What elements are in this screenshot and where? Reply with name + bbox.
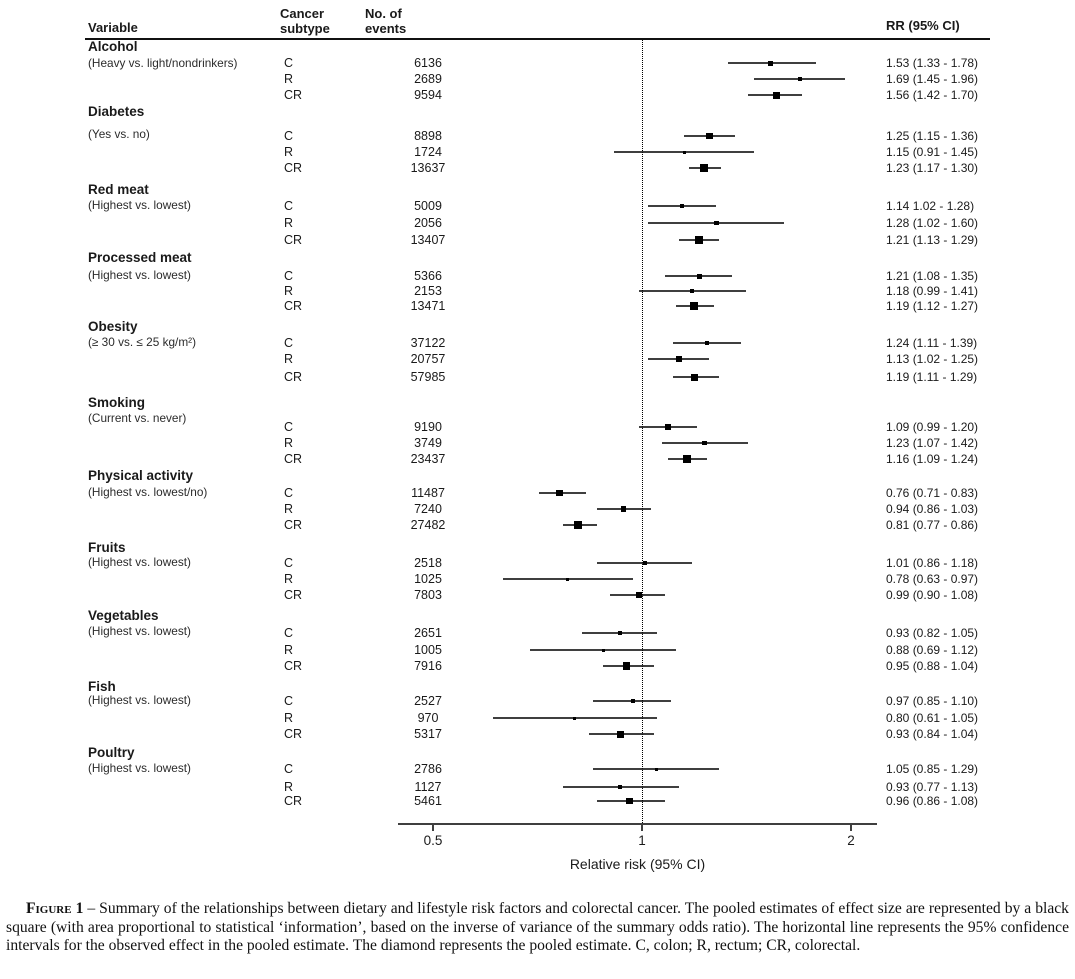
effect-size-square bbox=[706, 133, 713, 140]
group-qualifier: (Heavy vs. light/nondrinkers) bbox=[88, 56, 238, 70]
reference-line bbox=[642, 40, 643, 823]
x-axis-tick bbox=[850, 824, 851, 831]
row-rr-ci-value: 0.95 (0.88 - 1.04) bbox=[886, 659, 979, 673]
group-title: Smoking bbox=[88, 395, 146, 410]
row-rr-ci-value: 1.14 1.02 - 1.28) bbox=[886, 199, 975, 213]
row-rr-ci-value: 1.23 (1.17 - 1.30) bbox=[886, 161, 979, 175]
row-rr-ci-value: 0.81 (0.77 - 0.86) bbox=[886, 518, 979, 532]
row-events-value: 9594 bbox=[414, 88, 442, 102]
row-events-value: 3749 bbox=[414, 436, 442, 450]
effect-size-square bbox=[680, 204, 684, 208]
row-rr-ci-value: 1.23 (1.07 - 1.42) bbox=[886, 436, 979, 450]
row-rr-ci-value: 1.13 (1.02 - 1.25) bbox=[886, 352, 979, 366]
row-events-value: 7803 bbox=[414, 588, 442, 602]
effect-size-square bbox=[617, 731, 624, 738]
row-events-value: 2153 bbox=[414, 284, 442, 298]
row-rr-ci-value: 1.19 (1.12 - 1.27) bbox=[886, 299, 979, 313]
row-subtype-label: C bbox=[284, 199, 294, 213]
row-subtype-label: CR bbox=[284, 88, 303, 102]
effect-size-square bbox=[574, 521, 582, 529]
row-rr-ci-value: 0.99 (0.90 - 1.08) bbox=[886, 588, 979, 602]
row-rr-ci-value: 0.93 (0.84 - 1.04) bbox=[886, 727, 979, 741]
row-subtype-label: C bbox=[284, 269, 294, 283]
row-subtype-label: CR bbox=[284, 299, 303, 313]
effect-size-square bbox=[697, 274, 702, 279]
row-rr-ci-value: 0.78 (0.63 - 0.97) bbox=[886, 572, 979, 586]
row-subtype-label: R bbox=[284, 436, 294, 450]
row-subtype-label: C bbox=[284, 420, 294, 434]
row-subtype-label: CR bbox=[284, 794, 303, 808]
row-rr-ci-value: 0.93 (0.82 - 1.05) bbox=[886, 626, 979, 640]
row-events-value: 1724 bbox=[414, 145, 442, 159]
row-rr-ci-value: 0.97 (0.85 - 1.10) bbox=[886, 694, 979, 708]
row-rr-ci-value: 1.18 (0.99 - 1.41) bbox=[886, 284, 979, 298]
row-events-value: 1127 bbox=[414, 780, 442, 794]
row-events-value: 1025 bbox=[414, 572, 442, 586]
row-rr-ci-value: 1.16 (1.09 - 1.24) bbox=[886, 452, 979, 466]
group-title: Poultry bbox=[88, 745, 135, 760]
row-events-value: 7916 bbox=[414, 659, 442, 673]
row-subtype-label: R bbox=[284, 145, 294, 159]
row-events-value: 2651 bbox=[414, 626, 442, 640]
row-events-value: 5461 bbox=[414, 794, 442, 808]
row-subtype-label: C bbox=[284, 556, 294, 570]
group-title: Diabetes bbox=[88, 104, 145, 119]
x-axis-tick bbox=[432, 824, 433, 831]
row-subtype-label: C bbox=[284, 486, 294, 500]
row-subtype-label: CR bbox=[284, 518, 303, 532]
group-title: Processed meat bbox=[88, 250, 192, 265]
col-header-cancer-subtype-line2: subtype bbox=[280, 20, 330, 36]
group-title: Vegetables bbox=[88, 608, 159, 623]
row-events-value: 57985 bbox=[410, 370, 446, 384]
effect-size-square bbox=[683, 151, 686, 154]
row-subtype-label: C bbox=[284, 762, 294, 776]
row-events-value: 2518 bbox=[414, 556, 442, 570]
row-rr-ci-value: 0.96 (0.86 - 1.08) bbox=[886, 794, 979, 808]
row-rr-ci-value: 1.21 (1.13 - 1.29) bbox=[886, 233, 979, 247]
effect-size-square bbox=[773, 92, 780, 99]
row-events-value: 37122 bbox=[410, 336, 446, 350]
row-events-value: 20757 bbox=[410, 352, 446, 366]
group-title: Obesity bbox=[88, 319, 138, 334]
x-axis-tick-label: 2 bbox=[847, 833, 855, 848]
col-header-cancer-subtype-line1: Cancer bbox=[280, 6, 325, 21]
row-events-value: 2689 bbox=[414, 72, 442, 86]
row-subtype-label: R bbox=[284, 352, 294, 366]
effect-size-square bbox=[702, 441, 707, 446]
row-events-value: 2527 bbox=[414, 694, 442, 708]
group-title: Fish bbox=[88, 679, 116, 694]
row-subtype-label: CR bbox=[284, 233, 303, 247]
row-events-value: 27482 bbox=[410, 518, 446, 532]
row-subtype-label: CR bbox=[284, 659, 303, 673]
effect-size-square bbox=[566, 578, 569, 581]
row-events-value: 9190 bbox=[414, 420, 442, 434]
figure-caption-text: – Summary of the relationships between dietary and lifestyle risk factors and colorectal cancer. The pooled estimates of effect size are represented by a black square (with area proportional to statistical ‘information’, based on the inverse of variance of the summary odds ratio). The horizontal line represents the 95% confidence intervals for the observed effect in the pooled estimate. The diamond represents the pooled estimate. C, colon; R, rectum; CR, colorectal. bbox=[6, 900, 1069, 955]
row-rr-ci-value: 1.25 (1.15 - 1.36) bbox=[886, 129, 979, 143]
effect-size-square bbox=[626, 798, 633, 805]
group-title: Physical activity bbox=[88, 468, 194, 483]
row-subtype-label: C bbox=[284, 694, 294, 708]
figure-caption bbox=[6, 900, 1069, 956]
effect-size-square bbox=[556, 490, 563, 497]
row-events-value: 5317 bbox=[414, 727, 442, 741]
col-header-no-of-events-line2: events bbox=[365, 20, 407, 36]
row-subtype-label: R bbox=[284, 284, 294, 298]
row-events-value: 13407 bbox=[410, 233, 446, 247]
effect-size-square bbox=[573, 717, 576, 720]
effect-size-square bbox=[618, 785, 622, 789]
effect-size-square bbox=[768, 61, 773, 66]
row-subtype-label: CR bbox=[284, 452, 303, 466]
row-subtype-label: CR bbox=[284, 588, 303, 602]
row-rr-ci-value: 0.88 (0.69 - 1.12) bbox=[886, 643, 979, 657]
row-rr-ci-value: 1.28 (1.02 - 1.60) bbox=[886, 216, 979, 230]
group-qualifier: (Highest vs. lowest) bbox=[88, 761, 191, 775]
effect-size-square bbox=[676, 356, 682, 362]
row-events-value: 1005 bbox=[414, 643, 442, 657]
x-axis-tick bbox=[641, 824, 642, 831]
col-header-rr-ci: RR (95% CI) bbox=[886, 18, 960, 33]
row-subtype-label: C bbox=[284, 336, 294, 350]
row-events-value: 11487 bbox=[411, 486, 445, 500]
row-events-value: 8898 bbox=[414, 129, 442, 143]
x-axis-tick-label: 0.5 bbox=[423, 833, 443, 848]
effect-size-square bbox=[643, 561, 647, 565]
row-events-value: 13471 bbox=[410, 299, 446, 313]
row-subtype-label: CR bbox=[284, 161, 303, 175]
effect-size-square bbox=[700, 164, 708, 172]
row-rr-ci-value: 1.69 (1.45 - 1.96) bbox=[886, 72, 979, 86]
group-qualifier: (Highest vs. lowest) bbox=[88, 268, 191, 282]
effect-size-square bbox=[690, 289, 694, 293]
row-events-value: 970 bbox=[417, 711, 439, 725]
row-rr-ci-value: 0.94 (0.86 - 1.03) bbox=[886, 502, 979, 516]
effect-size-square bbox=[655, 768, 658, 771]
group-qualifier: (Highest vs. lowest) bbox=[88, 198, 191, 212]
row-subtype-label: R bbox=[284, 780, 294, 794]
row-rr-ci-value: 0.76 (0.71 - 0.83) bbox=[886, 486, 979, 500]
effect-size-square bbox=[798, 77, 802, 81]
figure-caption-label: Figure 1 bbox=[26, 900, 84, 917]
effect-size-square bbox=[690, 302, 698, 310]
row-subtype-label: R bbox=[284, 711, 294, 725]
col-header-no-of-events-line1: No. of bbox=[365, 6, 402, 21]
effect-size-square bbox=[705, 341, 710, 346]
row-rr-ci-value: 1.56 (1.42 - 1.70) bbox=[886, 88, 979, 102]
col-header-variable: Variable bbox=[88, 20, 138, 35]
row-rr-ci-value: 0.93 (0.77 - 1.13) bbox=[886, 780, 979, 794]
row-rr-ci-value: 1.21 (1.08 - 1.35) bbox=[886, 269, 979, 283]
effect-size-square bbox=[665, 424, 672, 431]
row-events-value: 5366 bbox=[414, 269, 442, 283]
row-rr-ci-value: 1.15 (0.91 - 1.45) bbox=[886, 145, 979, 159]
row-events-value: 2786 bbox=[414, 762, 442, 776]
row-rr-ci-value: 1.24 (1.11 - 1.39) bbox=[886, 336, 978, 350]
effect-size-square bbox=[683, 455, 691, 463]
group-qualifier: (Highest vs. lowest) bbox=[88, 624, 191, 638]
group-title: Red meat bbox=[88, 182, 149, 197]
effect-size-square bbox=[602, 649, 605, 652]
row-rr-ci-value: 1.01 (0.86 - 1.18) bbox=[886, 556, 979, 570]
x-axis-line bbox=[398, 823, 877, 825]
effect-size-square bbox=[695, 236, 703, 244]
effect-size-square bbox=[621, 506, 627, 512]
row-rr-ci-value: 1.53 (1.33 - 1.78) bbox=[886, 56, 979, 70]
group-qualifier: (Highest vs. lowest) bbox=[88, 693, 191, 707]
row-events-value: 7240 bbox=[414, 502, 442, 516]
row-subtype-label: R bbox=[284, 643, 294, 657]
effect-size-square bbox=[714, 221, 719, 226]
row-subtype-label: R bbox=[284, 72, 294, 86]
row-events-value: 6136 bbox=[414, 56, 442, 70]
row-subtype-label: R bbox=[284, 216, 294, 230]
group-qualifier: (Highest vs. lowest/no) bbox=[88, 485, 208, 499]
effect-size-square bbox=[691, 374, 698, 381]
row-subtype-label: CR bbox=[284, 727, 303, 741]
x-axis-title: Relative risk (95% CI) bbox=[569, 856, 706, 872]
row-subtype-label: C bbox=[284, 626, 294, 640]
row-subtype-label: C bbox=[284, 56, 294, 70]
row-rr-ci-value: 1.19 (1.11 - 1.29) bbox=[886, 370, 978, 384]
effect-size-square bbox=[631, 699, 636, 704]
group-title: Alcohol bbox=[88, 39, 138, 54]
row-subtype-label: R bbox=[284, 502, 294, 516]
row-events-value: 2056 bbox=[414, 216, 442, 230]
x-axis-tick-label: 1 bbox=[638, 833, 646, 848]
row-subtype-label: R bbox=[284, 572, 294, 586]
row-subtype-label: CR bbox=[284, 370, 303, 384]
group-qualifier: (Current vs. never) bbox=[88, 411, 187, 425]
row-subtype-label: C bbox=[284, 129, 294, 143]
group-qualifier: (Highest vs. lowest) bbox=[88, 555, 191, 569]
group-title: Fruits bbox=[88, 540, 126, 555]
effect-size-square bbox=[618, 631, 623, 636]
row-rr-ci-value: 1.05 (0.85 - 1.29) bbox=[886, 762, 979, 776]
row-events-value: 13637 bbox=[410, 161, 446, 175]
effect-size-square bbox=[623, 662, 631, 670]
row-events-value: 23437 bbox=[410, 452, 446, 466]
row-rr-ci-value: 1.09 (0.99 - 1.20) bbox=[886, 420, 979, 434]
row-rr-ci-value: 0.80 (0.61 - 1.05) bbox=[886, 711, 979, 725]
group-qualifier: (≥ 30 vs. ≤ 25 kg/m²) bbox=[88, 335, 197, 349]
group-qualifier: (Yes vs. no) bbox=[88, 127, 150, 141]
row-events-value: 5009 bbox=[414, 199, 442, 213]
